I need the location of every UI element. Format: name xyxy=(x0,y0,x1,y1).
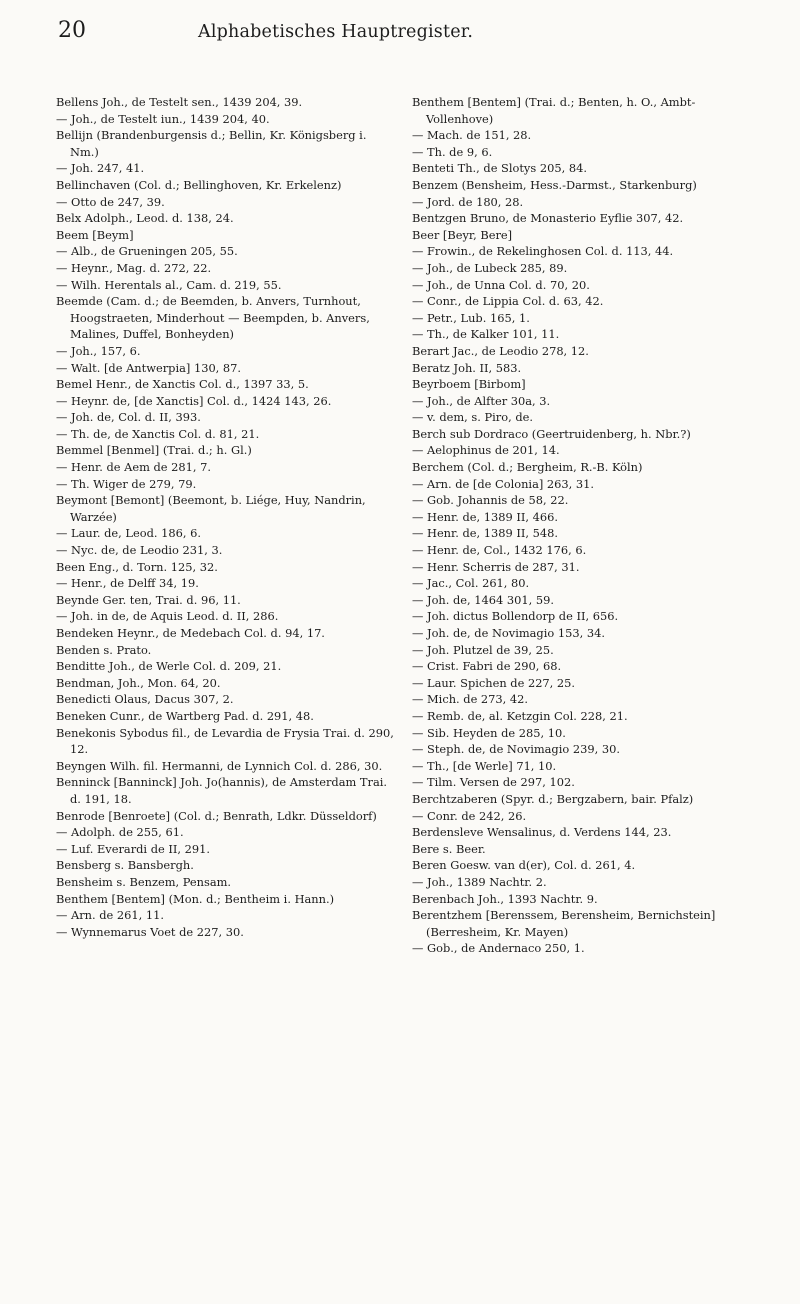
register-entry: — Tilm. Versen de 297, 102. xyxy=(412,775,575,790)
register-entry: — Joh. dictus Bollendorp de II, 656. xyxy=(412,609,619,624)
register-entry: — Gob., de Andernaco 250, 1. xyxy=(412,941,585,956)
register-entry: Beyrboem [Birbom] xyxy=(412,377,526,392)
register-entry: — Walt. [de Antwerpia] 130, 87. xyxy=(56,360,242,375)
register-entry: — Joh. de, Col. d. II, 393. xyxy=(56,410,201,425)
register-entry: Benden s. Prato. xyxy=(56,642,152,657)
register-entry: Belx Adolph., Leod. d. 138, 24. xyxy=(56,211,234,226)
register-entry: — Th., [de Werle] 71, 10. xyxy=(412,758,557,773)
register-entry: Bellijn (Brandenburgensis d.; Bellin, Kr. Königsberg i. Nm.) xyxy=(56,128,367,159)
register-entry: Beren Goesw. van d(er), Col. d. 261, 4. xyxy=(412,858,636,873)
register-entry: — Heynr. de, [de Xanctis] Col. d., 1424 143, 26. xyxy=(56,393,332,408)
register-entry: — v. dem, s. Piro, de. xyxy=(412,410,534,425)
register-entry: Benthem [Bentem] (Mon. d.; Bentheim i. Hann.) xyxy=(56,891,335,906)
register-entry: — Laur. de, Leod. 186, 6. xyxy=(56,526,201,541)
register-entry: — Nyc. de, de Leodio 231, 3. xyxy=(56,543,223,558)
register-entry: — Conr. de 242, 26. xyxy=(412,808,527,823)
register-entry: — Th. de 9, 6. xyxy=(412,144,493,159)
register-entry: Bensberg s. Bansbergh. xyxy=(56,858,194,873)
register-entry: — Joh., de Alfter 30a, 3. xyxy=(412,393,551,408)
register-entry: Bendman, Joh., Mon. 64, 20. xyxy=(56,675,221,690)
register-entry: — Wilh. Herentals al., Cam. d. 219, 55. xyxy=(56,277,282,292)
register-entry: Berentzhem [Berenssem, Berensheim, Bernichstein] (Berresheim, Kr. Mayen) xyxy=(412,908,716,939)
register-entry: — Petr., Lub. 165, 1. xyxy=(412,310,530,325)
register-entry: Bere s. Beer. xyxy=(412,841,486,856)
register-entry: — Remb. de, al. Ketzgin Col. 228, 21. xyxy=(412,708,628,723)
register-entry: Benrode [Benroete] (Col. d.; Benrath, Ldkr. Düsseldorf) xyxy=(56,808,377,823)
register-entry: — Mich. de 273, 42. xyxy=(412,692,529,707)
register-entry: — Henr. de Aem de 281, 7. xyxy=(56,460,212,475)
register-entry: — Otto de 247, 39. xyxy=(56,194,165,209)
register-entry: Berart Jac., de Leodio 278, 12. xyxy=(412,343,589,358)
register-entry: Benteti Th., de Slotys 205, 84. xyxy=(412,161,587,176)
register-entry: — Henr. de, Col., 1432 176, 6. xyxy=(412,543,587,558)
register-entry: Beymont [Bemont] (Beemont, b. Liége, Huy, Nandrin, Warzée) xyxy=(56,493,366,524)
register-entry: — Adolph. de 255, 61. xyxy=(56,825,184,840)
register-entry: Benedicti Olaus, Dacus 307, 2. xyxy=(56,692,234,707)
register-entry: — Jord. de 180, 28. xyxy=(412,194,524,209)
page-title: Alphabetisches Hauptregister. xyxy=(198,22,474,42)
register-entry: — Joh., de Unna Col. d. 70, 20. xyxy=(412,277,590,292)
register-entry: Berchem (Col. d.; Bergheim, R.-B. Köln) xyxy=(412,460,643,475)
register-entry: — Gob. Johannis de 58, 22. xyxy=(412,493,569,508)
register-entry: — Sib. Heyden de 285, 10. xyxy=(412,725,566,740)
register-entry: Bensheim s. Benzem, Pensam. xyxy=(56,874,232,889)
register-entry: Berdensleve Wensalinus, d. Verdens 144, 23. xyxy=(412,825,672,840)
register-entry: — Arn. de 261, 11. xyxy=(56,908,165,923)
register-entry: — Alb., de Grueningen 205, 55. xyxy=(56,244,238,259)
register-entry: Beem [Beym] xyxy=(56,227,134,242)
register-entry: Beer [Beyr, Bere] xyxy=(412,227,513,242)
register-entry: Beynde Ger. ten, Trai. d. 96, 11. xyxy=(56,592,241,607)
register-entry: Benekonis Sybodus fil., de Levardia de Frysia Trai. d. 290, 12. xyxy=(56,725,394,757)
register-entry: — Laur. Spichen de 227, 25. xyxy=(412,675,576,690)
register-entry: — Joh. de, de Novimagio 153, 34. xyxy=(412,626,605,640)
register-entry: — Joh. in de, de Aquis Leod. d. II, 286. xyxy=(56,609,279,624)
register-entry: — Crist. Fabri de 290, 68. xyxy=(412,659,562,674)
register-entry: Berch sub Dordraco (Geertruidenberg, h. Nbr.?) xyxy=(412,426,691,441)
page-number: 20 xyxy=(58,18,86,43)
register-entry: — Th., de Kalker 101, 11. xyxy=(412,327,560,342)
register-entry: Bellens Joh., de Testelt sen., 1439 204, 39. xyxy=(56,95,303,109)
register-entry: — Arn. de [de Colonia] 263, 31. xyxy=(412,476,595,491)
register-entry: Bemmel [Benmel] (Trai. d.; h. Gl.) xyxy=(56,443,252,458)
register-entry: — Joh., de Lubeck 285, 89. xyxy=(412,260,568,275)
register-entry: Beyngen Wilh. fil. Hermanni, de Lynnich Col. d. 286, 30. xyxy=(56,758,383,773)
register-entry: Benthem [Bentem] (Trai. d.; Benten, h. O., Ambt-Vollenhove) xyxy=(412,95,696,126)
register-entry: Benditte Joh., de Werle Col. d. 209, 21. xyxy=(56,659,282,674)
register-entry: Berenbach Joh., 1393 Nachtr. 9. xyxy=(412,891,598,906)
register-entry: Bellinchaven (Col. d.; Bellinghoven, Kr. Erkelenz) xyxy=(56,177,342,192)
register-entry: — Conr., de Lippia Col. d. 63, 42. xyxy=(412,294,604,309)
register-entry: — Henr. Scherris de 287, 31. xyxy=(412,559,580,574)
register-entry: Benninck [Banninck] Joh. Jo(hannis), de Amsterdam Trai. d. 191, 18. xyxy=(56,775,388,806)
register-entry: — Joh. Plutzel de 39, 25. xyxy=(412,642,554,657)
register-entry: Been Eng., d. Torn. 125, 32. xyxy=(56,559,218,574)
register-entry: — Henr., de Delff 34, 19. xyxy=(56,576,199,591)
right-column xyxy=(412,94,754,957)
register-entry: — Luf. Everardi de II, 291. xyxy=(56,841,210,856)
register-entry: — Aelophinus de 201, 14. xyxy=(412,443,560,458)
register-entry: Bentzgen Bruno, de Monasterio Eyflie 307, 42. xyxy=(412,211,684,226)
register-entry: — Joh., 1389 Nachtr. 2. xyxy=(412,874,547,889)
register-entry: — Steph. de, de Novimagio 239, 30. xyxy=(412,742,620,757)
register-entry: — Th. Wiger de 279, 79. xyxy=(56,476,197,491)
register-entry: — Heynr., Mag. d. 272, 22. xyxy=(56,260,212,275)
register-entry: — Joh. 247, 41. xyxy=(56,161,145,176)
page-header xyxy=(58,16,758,52)
left-column xyxy=(56,94,398,940)
register-entry: Berchtzaberen (Spyr. d.; Bergzabern, bair. Pfalz) xyxy=(412,791,694,806)
register-entry: — Frowin., de Rekelinghosen Col. d. 113, 44. xyxy=(412,244,674,259)
register-entry: — Mach. de 151, 28. xyxy=(412,128,532,143)
register-entry: Beneken Cunr., de Wartberg Pad. d. 291, 48. xyxy=(56,708,314,723)
register-entry: — Joh., 157, 6. xyxy=(56,343,141,358)
register-entry: Bendeken Heynr., de Medebach Col. d. 94, 17. xyxy=(56,626,325,640)
register-entry: Benzem (Bensheim, Hess.-Darmst., Starkenburg) xyxy=(412,177,697,192)
register-entry: — Henr. de, 1389 II, 548. xyxy=(412,526,558,541)
register-entry: Bemel Henr., de Xanctis Col. d., 1397 33, 5. xyxy=(56,377,309,392)
register-entry: — Henr. de, 1389 II, 466. xyxy=(412,509,558,524)
register-entry: — Joh., de Testelt iun., 1439 204, 40. xyxy=(56,111,270,126)
register-entry: — Wynnemarus Voet de 227, 30. xyxy=(56,924,244,939)
register-entry: Beemde (Cam. d.; de Beemden, b. Anvers, Turnhout, Hoogstraeten, Minderhout — Beempden, b. Anvers, Malines, Duffel, Bonheyden) xyxy=(56,294,370,342)
register-entry: Beratz Joh. II, 583. xyxy=(412,360,522,375)
register-entry: — Joh. de, 1464 301, 59. xyxy=(412,592,554,607)
register-entry: — Th. de, de Xanctis Col. d. 81, 21. xyxy=(56,426,260,441)
register-entry: — Jac., Col. 261, 80. xyxy=(412,576,530,591)
